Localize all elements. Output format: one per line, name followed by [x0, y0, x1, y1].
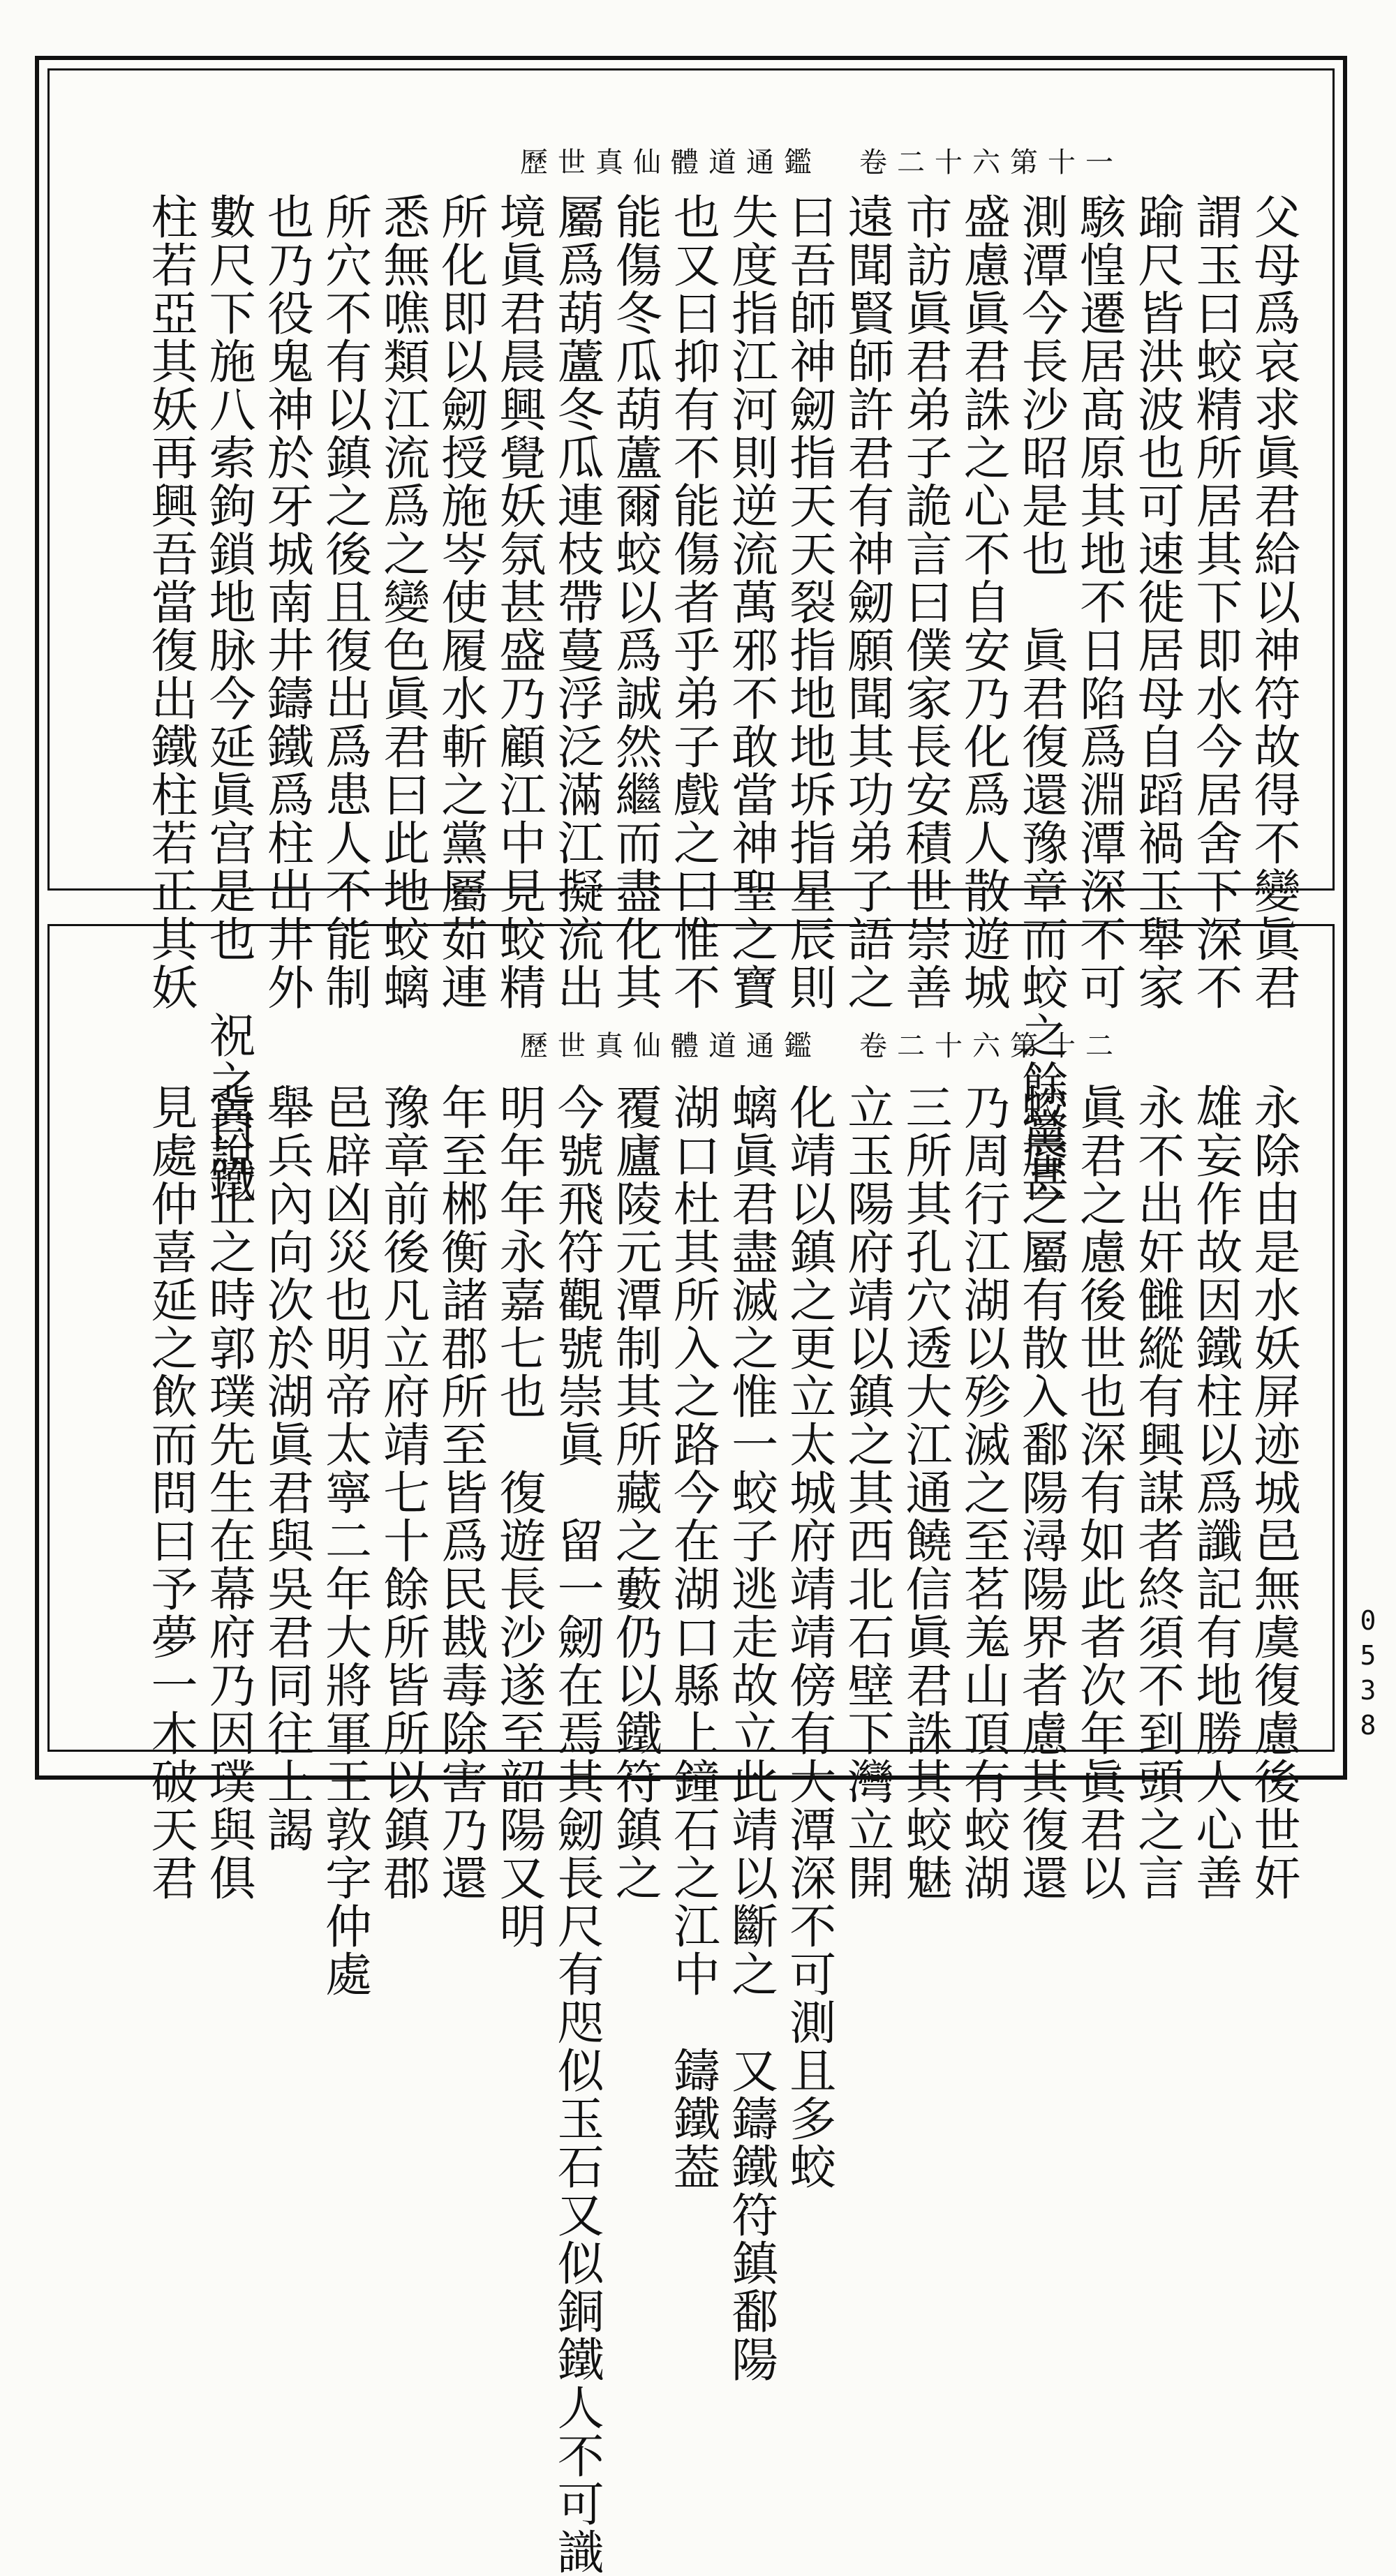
text-column: 蛟蜃之屬有散入鄱陽潯陽界者慮其復還 [1014, 1083, 1069, 1902]
text-column: 境眞君晨興覺妖氛甚盛乃顧江中見蛟精 [491, 193, 547, 1011]
text-column: 冀說止之時郭璞先生在幕府乃因璞與俱 [202, 1083, 257, 1902]
text-column: 數尺下施八索鉤鎖地脉今延眞宫是也 祝之曰鐵 [202, 193, 257, 1204]
text-column: 雄妄作故因鐵柱以爲讖記有地勝人心善 [1188, 1083, 1243, 1902]
text-column: 駭惶遷居髙原其地不日陷爲淵潭深不可 [1072, 193, 1127, 1011]
text-column: 所化即以劒授施岑使履水斬之黨屬茹連 [433, 193, 489, 1011]
text-column: 邑辟凶災也明帝太寧二年大將軍王敦字仲處 [318, 1083, 373, 1998]
text-column: 柱若亞其妖再興吾當復出鐵柱若正其妖 [144, 193, 198, 1011]
bottom-header: 歷世真仙體道通鑑 卷二十六第十二 [520, 1030, 1123, 1062]
text-column: 螭眞君盡滅之惟一蛟子逃走故立此靖以斷之 又鑄鐵符鎮鄱陽 [724, 1083, 779, 2383]
text-column: 永除由是水妖屏迹城邑無虞復慮後世奸 [1246, 1083, 1301, 1902]
text-column: 立玉陽府靖以鎮之其西北石壁下灣立開 [840, 1083, 895, 1902]
text-column: 踰尺皆洪波也可速徙居母自蹈禍玉舉家 [1130, 193, 1185, 1011]
page-border [35, 56, 1347, 2576]
top-header: 歷世真仙體道通鑑 卷二十六第十一 [520, 147, 1123, 179]
text-column: 三所其孔穴透大江通饒信眞君誅其蛟魅 [898, 1083, 953, 1902]
text-column: 能傷冬瓜葫蘆爾蛟以爲誠然繼而盡化其 [608, 193, 663, 1011]
text-column: 乃周行江湖以殄滅之至茗羗山頂有蛟湖 [956, 1083, 1011, 1902]
text-column: 所穴不有以鎮之後且復出爲患人不能制 [318, 193, 373, 1011]
text-column: 年至郴衡諸郡所至皆爲民戡毒除害乃還 [433, 1083, 489, 1902]
text-column: 永不出奸雠縱有興謀者終須不到頭之言 [1130, 1083, 1185, 1902]
text-column: 謂玉曰蛟精所居其下即水今居舍下深不 [1188, 193, 1243, 1011]
text-column: 湖口杜其所入之路今在湖口縣上鐘石之江中 鑄鐵葢 [666, 1083, 721, 2191]
text-column: 遠聞賢師許君有神劒願聞其功弟子語之 [840, 193, 895, 1011]
text-column: 明年年永嘉七也 復遊長沙遂至韶陽又明 [491, 1083, 547, 1950]
text-column: 眞君之慮後世也深有如此者次年眞君以 [1072, 1083, 1127, 1902]
text-column: 豫章前後凡立府靖七十餘所皆所以鎮郡 [376, 1083, 431, 1902]
bottom-panel [47, 924, 1335, 2576]
text-column: 測潭今長沙昭是也 眞君復還豫章而蛟之餘黨甚 [1014, 193, 1069, 1204]
text-column: 見處仲喜延之飲而問曰予夢一木破天君 [144, 1083, 198, 1902]
text-column: 覆廬陵元潭制其所藏之藪仍以鐵符鎮之 [608, 1083, 663, 1902]
text-column: 化靖以鎮之更立太城府靖靖傍有大潭深不可測且多蛟 [782, 1083, 837, 2191]
text-column: 父母爲哀求眞君給以神符故得不變眞君 [1246, 193, 1301, 1011]
text-column: 今號飛符觀號崇眞 留一劒在焉其劒長尺有咫似玉石又似銅鐵人不可識 [550, 1083, 605, 2576]
text-column: 舉兵內向次於湖眞君與吳君同往上謁 [260, 1083, 315, 1854]
text-column: 屬爲葫蘆冬瓜連枝帶蔓浮泛滿江擬流出 [550, 193, 605, 1011]
text-column: 盛慮眞君誅之心不自安乃化爲人散遊城 [956, 193, 1011, 1011]
text-column: 曰吾師神劒指天天裂指地地坼指星辰則 [782, 193, 837, 1011]
bottom-text-columns [144, 1083, 1301, 2576]
text-column: 悉無噍類江流爲之變色眞君曰此地蛟螭 [376, 193, 431, 1011]
text-column: 市訪眞君弟子詭言曰僕家長安積世崇善 [898, 193, 953, 1011]
text-column: 也又曰抑有不能傷者乎弟子戲之曰惟不 [666, 193, 721, 1011]
text-column: 失度指江河則逆流萬邪不敢當神聖之寶 [724, 193, 779, 1011]
page-number: 0538 [1353, 1605, 1383, 1745]
text-column: 也乃役鬼神於牙城南井鑄鐵爲柱出井外 [260, 193, 315, 1011]
